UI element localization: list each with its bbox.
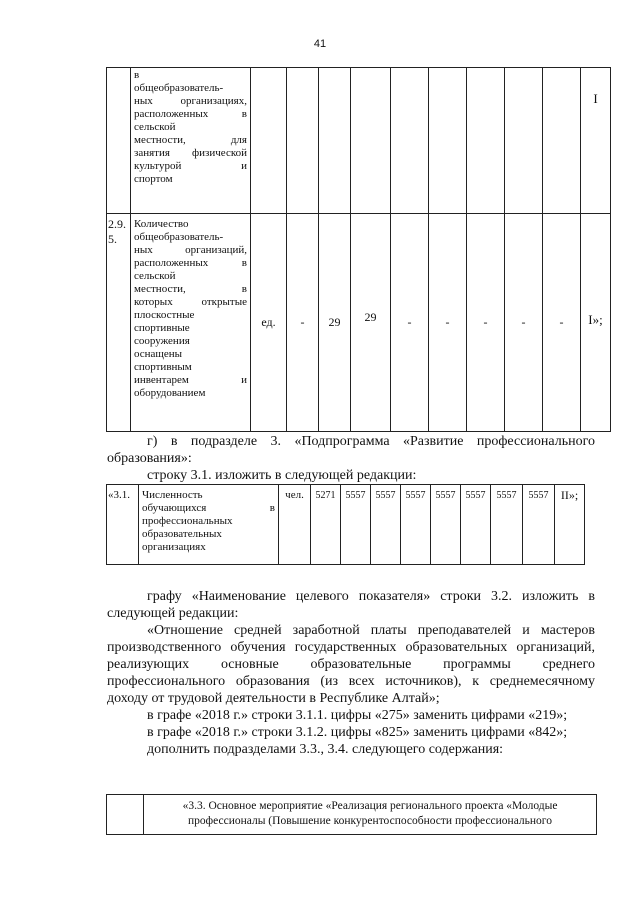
indicator-table-row-3-1 [106,484,585,565]
row-name-line: образовательных [142,528,222,540]
value-cell: - [287,214,319,432]
table-row [107,214,611,432]
paragraph: «Отношение средней заработной платы преподавателей и мастеров производственного обучения государственных образовательных организаций, реализующих основные образовательные программы среднего профессионального образования (из всех источников), к среднемесячному доходу от трудовой деятельности в Республике Алтай»; [107,623,595,706]
value-cell: 5557 [431,485,461,565]
row-a-name-line: сельской [134,121,176,133]
value-cell: - [505,214,543,432]
row-a-name-line: ных организациях, [134,95,247,107]
value-cell: - [467,214,505,432]
row-b-name-line: сооружения [134,335,190,347]
table-row [107,68,611,214]
paragraph: г) в подразделе 3. «Подпрограмма «Развитие профессионального образования»: [107,434,595,466]
row-b-name-line: ных организаций, [134,244,247,256]
row-name-line: организациях [142,541,206,553]
row-b-name-line: расположенных в [134,257,247,269]
row-b-name-line: оснащены [134,348,183,360]
indicator-name-cell [131,68,251,214]
row-b-name-line: которых открытые [134,296,247,308]
value-cell: - [391,214,429,432]
value-cell: 5557 [341,485,371,565]
value-cell: 5271 [311,485,341,565]
table-row [107,795,597,835]
row-a-name-line: в [134,69,140,81]
row-b-name-line: инвентарем и [134,374,247,386]
paragraph: строку 3.1. изложить в следующей редакции: [147,468,417,483]
row-a-last-cell: I [581,68,611,214]
section-text-1 [107,433,595,484]
row-a-name-line: занятия физической [134,147,247,159]
value-cell: 5557 [523,485,555,565]
section-text-2 [107,588,595,758]
indicator-name-cell [139,485,279,565]
value-cell: - [429,214,467,432]
paragraph: в графе «2018 г.» строки 3.1.2. цифры «825» заменить цифрами «842»; [147,725,568,740]
value-cell: 5557 [491,485,523,565]
row-b-name-line: общеобразователь- [134,231,224,243]
subsection-title-cell [144,795,597,835]
row-a-name-line: спортом [134,173,173,185]
value-cell: 5557 [401,485,431,565]
unit-cell: чел. [279,485,311,565]
paragraph: графу «Наименование целевого показателя» строки 3.2. изложить в следующей редакции: [107,589,595,621]
row-number: «3.1. [107,485,139,565]
row-name-line: Численность [142,489,203,501]
indicator-name-cell [131,214,251,432]
value-cell: 5557 [461,485,491,565]
row-b-name-line: плоскостные [134,309,195,321]
row-b-name-line: спортивные [134,322,190,334]
row-last-cell: II»; [555,485,585,565]
row-a-name-line: расположенных в [134,108,247,120]
row-number-cell [107,795,144,835]
row-b-name-line: оборудованием [134,387,206,399]
row-a-name-line: культурой и [134,160,247,172]
unit-cell: ед. [251,214,287,432]
row-name-line: обучающихся в [142,502,275,514]
subsection-title-line: профессионалы (Повышение конкурентоспособности профессионального [188,815,552,827]
value-cell: 29 [351,214,391,432]
page-number: 41 [313,38,327,50]
value-cell: - [543,214,581,432]
table-row [107,485,585,565]
value-cell: 5557 [371,485,401,565]
paragraph: в графе «2018 г.» строки 3.1.1. цифры «275» заменить цифрами «219»; [147,708,568,723]
row-a-name-line: общеобразователь- [134,82,224,94]
row-b-number: 2.9. 5. [107,214,131,432]
row-b-name-line: Количество [134,218,189,230]
row-b-name-line: спортивным [134,361,192,373]
row-b-name-line: сельской [134,270,176,282]
row-a-name-line: местности, для [134,134,247,146]
indicator-table-continued [106,67,611,432]
row-name-line: профессиональных [142,515,233,527]
subsection-title-line: «3.3. Основное мероприятие «Реализация регионального проекта «Молодые [182,800,558,812]
paragraph: дополнить подразделами 3.3., 3.4. следующего содержания: [147,742,504,757]
value-cell: 29 [319,214,351,432]
row-number-cell [107,68,131,214]
row-b-last-cell: I»; [581,214,611,432]
subsection-3-3-table [106,794,597,835]
row-b-name-line: местности, в [134,283,247,295]
